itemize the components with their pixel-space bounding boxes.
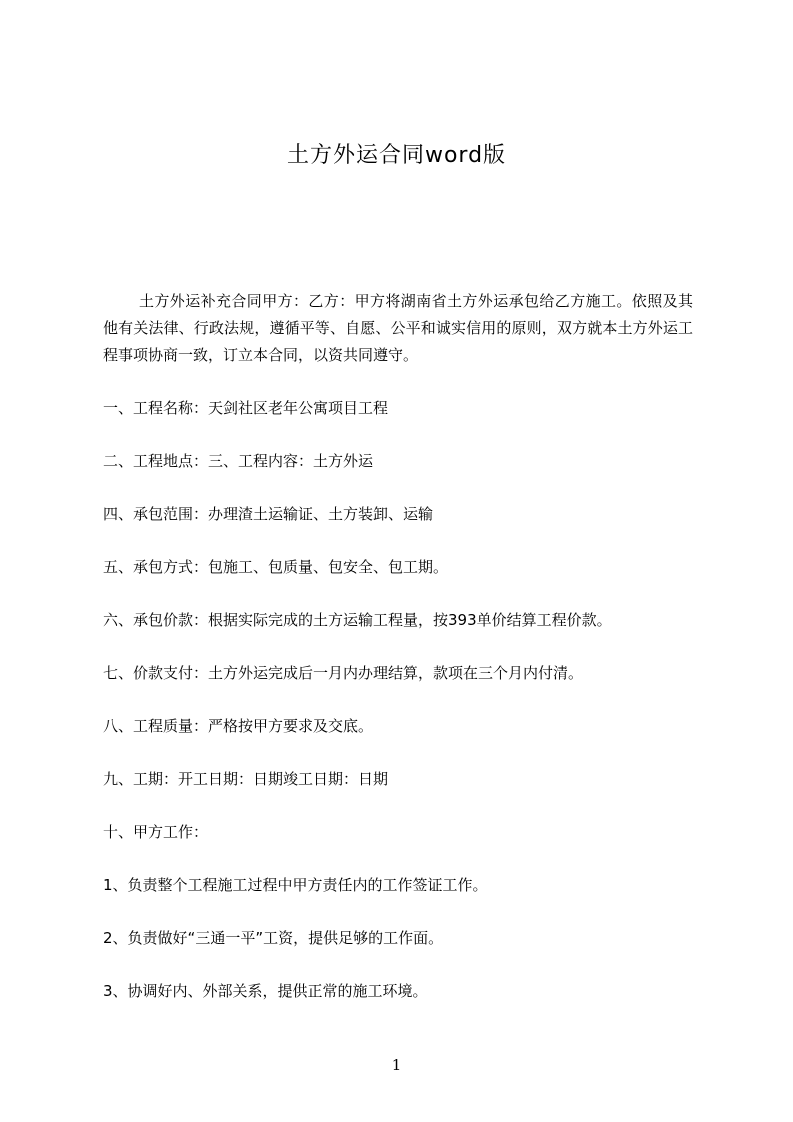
- clause-quality: 八、工程质量：严格按甲方要求及交底。: [103, 717, 374, 735]
- page-number: 1: [391, 1056, 402, 1074]
- clause-schedule: 九、工期：开工日期：日期竣工日期：日期: [103, 770, 389, 788]
- clause-project-name: 一、工程名称：天剑社区老年公寓项目工程: [103, 399, 389, 417]
- clause-contract-price: 六、承包价款：根据实际完成的土方运输工程量，按393单价结算工程价款。: [103, 611, 612, 629]
- duty-item-2: 2、负责做好“三通一平”工资，提供足够的工作面。: [103, 929, 444, 947]
- clause-payment: 七、价款支付：土方外运完成后一月内办理结算，款项在三个月内付清。: [103, 664, 584, 682]
- intro-paragraph: 土方外运补充合同甲方：乙方：甲方将湖南省土方外运承包给乙方施工。依照及其他有关法律、行政法规，遵循平等、自愿、公平和诚实信用的原则，双方就本土方外运工程事项协商一致，订立本合同，以资共同遵守。: [103, 292, 693, 364]
- clause-party-a-duties: 十、甲方工作：: [103, 823, 209, 841]
- clause-contract-scope: 四、承包范围：办理渣土运输证、土方装卸、运输: [103, 505, 434, 523]
- document-title: 土方外运合同word版: [286, 143, 507, 168]
- clause-contract-method: 五、承包方式：包施工、包质量、包安全、包工期。: [103, 558, 449, 576]
- duty-item-3: 3、协调好内、外部关系，提供正常的施工环境。: [103, 982, 428, 1000]
- duty-item-1: 1、负责整个工程施工过程中甲方责任内的工作签证工作。: [103, 876, 488, 894]
- clause-project-location: 二、工程地点：三、工程内容：土方外运: [103, 452, 374, 470]
